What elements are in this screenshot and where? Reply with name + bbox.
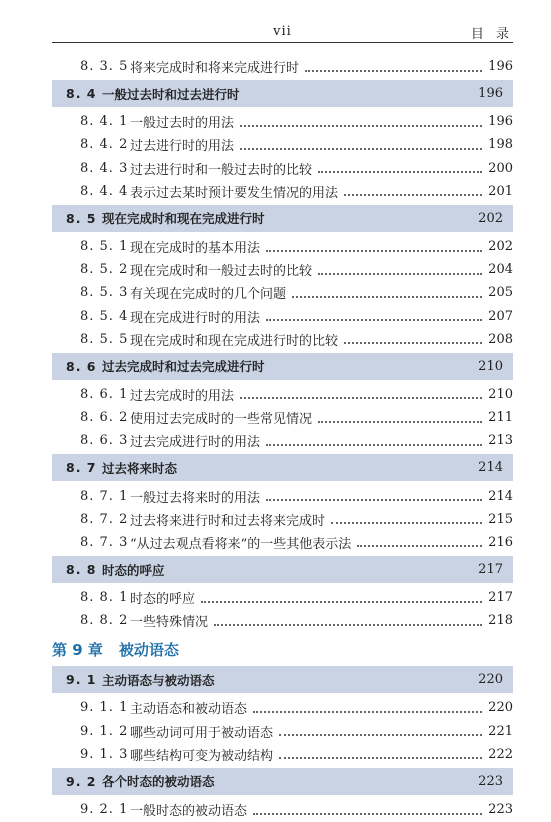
toc-subsection-entry[interactable] xyxy=(52,328,513,351)
entry-number: 8. 6. 2 xyxy=(80,410,129,426)
entry-number: 8. 8 xyxy=(66,562,97,577)
entry-page-number: 208 xyxy=(488,331,513,347)
entry-page-number: 215 xyxy=(488,511,513,527)
dot-leader xyxy=(318,273,482,275)
entry-title: 过去进行时的用法 xyxy=(130,139,235,155)
entry-page-number: 207 xyxy=(488,308,513,324)
toc-subsection-entry[interactable] xyxy=(52,484,513,507)
entry-page-number: 204 xyxy=(488,262,513,278)
entry-title: 现在完成时和现在完成进行时的比较 xyxy=(130,333,339,349)
entry-number: 9. 1. 2 xyxy=(80,723,129,739)
entry-page-number: 223 xyxy=(478,773,503,789)
toc-section-entry[interactable] xyxy=(52,454,513,481)
entry-number: 8. 7. 1 xyxy=(80,488,129,504)
entry-title: 过去进行时和一般过去时的比较 xyxy=(130,162,313,178)
toc-subsection-entry[interactable] xyxy=(52,798,513,821)
toc-section-entry[interactable] xyxy=(52,80,513,107)
entry-title: 一般过去将来时的用法 xyxy=(130,490,261,506)
dot-leader xyxy=(240,148,482,150)
entry-number: 8. 5. 1 xyxy=(80,239,129,255)
dot-leader xyxy=(253,711,482,713)
entry-page-number: 211 xyxy=(488,410,513,426)
entry-title: 将来完成时和将来完成进行时 xyxy=(130,61,300,77)
dot-leader xyxy=(279,734,482,736)
entry-title: 哪些结构可变为被动结构 xyxy=(130,748,274,764)
entry-number: 第 9 章 xyxy=(52,640,103,659)
toc-subsection-entry[interactable] xyxy=(52,305,513,328)
entry-title: 主动语态与被动语态 xyxy=(102,672,215,688)
toc-subsection-entry[interactable] xyxy=(52,258,513,281)
entry-number: 8. 3. 5 xyxy=(80,59,129,75)
entry-title: 一般过去时和过去进行时 xyxy=(102,86,240,102)
entry-number: 9. 1 xyxy=(66,672,97,688)
entry-title: 有关现在完成时的几个问题 xyxy=(130,287,287,303)
entry-number: 8. 4. 4 xyxy=(80,183,129,199)
entry-page-number: 200 xyxy=(488,160,513,176)
toc-subsection-entry[interactable] xyxy=(52,180,513,203)
entry-title: 过去将来时态 xyxy=(102,460,178,476)
section-title: 目 录 xyxy=(470,27,513,42)
entry-title: 哪些动词可用于被动语态 xyxy=(130,725,274,741)
entry-title: 各个时态的被动语态 xyxy=(102,774,215,790)
toc-subsection-entry[interactable] xyxy=(52,157,513,180)
entry-number: 8. 7 xyxy=(66,460,97,476)
entry-number: 9. 2. 1 xyxy=(80,802,129,818)
entry-page-number: 220 xyxy=(478,672,503,688)
running-header xyxy=(52,22,513,43)
dot-leader xyxy=(266,499,482,501)
entry-page-number: 210 xyxy=(478,358,503,374)
entry-number: 8. 8. 2 xyxy=(80,613,129,629)
toc-subsection-entry[interactable] xyxy=(52,235,513,258)
entry-page-number: 214 xyxy=(478,460,503,476)
entry-number: 8. 6. 1 xyxy=(80,386,129,402)
entry-number: 8. 7. 3 xyxy=(80,534,129,550)
entry-title: 现在完成时和一般过去时的比较 xyxy=(130,264,313,280)
toc-subsection-entry[interactable] xyxy=(52,508,513,531)
entry-page-number: 217 xyxy=(488,590,513,606)
toc-subsection-entry[interactable] xyxy=(52,586,513,609)
chapter-heading[interactable] xyxy=(52,634,513,664)
toc-section-entry[interactable] xyxy=(52,556,513,583)
entry-number: 9. 1. 3 xyxy=(80,746,129,762)
toc-subsection-entry[interactable] xyxy=(52,609,513,632)
entry-page-number: 202 xyxy=(488,239,513,255)
dot-leader xyxy=(292,296,482,298)
entry-page-number: 196 xyxy=(488,114,513,130)
table-of-contents xyxy=(52,55,513,821)
entry-page-number: 223 xyxy=(488,802,513,818)
entry-title: 一般过去时的用法 xyxy=(130,116,235,132)
toc-subsection-entry[interactable] xyxy=(52,429,513,452)
entry-title: 现在完成进行时的用法 xyxy=(130,310,261,326)
entry-number: 8. 7. 2 xyxy=(80,511,129,527)
entry-title: 一般时态的被动语态 xyxy=(130,804,248,820)
toc-subsection-entry[interactable] xyxy=(52,696,513,719)
entry-title: 一些特殊情况 xyxy=(130,615,209,631)
entry-page-number: 222 xyxy=(488,746,513,762)
entry-title: 现在完成时和现在完成进行时 xyxy=(102,211,265,227)
toc-subsection-entry[interactable] xyxy=(52,383,513,406)
dot-leader xyxy=(318,421,482,423)
entry-page-number: 216 xyxy=(488,534,513,550)
dot-leader xyxy=(253,813,482,815)
entry-page-number: 214 xyxy=(488,488,513,504)
toc-subsection-entry[interactable] xyxy=(52,133,513,156)
toc-subsection-entry[interactable] xyxy=(52,110,513,133)
toc-subsection-entry[interactable] xyxy=(52,406,513,429)
entry-page-number: 196 xyxy=(478,86,503,102)
entry-page-number: 217 xyxy=(478,562,503,577)
dot-leader xyxy=(214,624,482,626)
entry-number: 9. 1. 1 xyxy=(80,700,129,716)
toc-section-entry[interactable] xyxy=(52,353,513,380)
entry-title: 过去将来进行时和过去将来完成时 xyxy=(130,513,326,529)
entry-page-number: 220 xyxy=(488,700,513,716)
dot-leader xyxy=(266,319,482,321)
entry-title: 主动语态和被动语态 xyxy=(130,702,248,718)
dot-leader xyxy=(357,545,482,547)
dot-leader xyxy=(266,444,482,446)
entry-page-number: 213 xyxy=(488,433,513,449)
entry-number: 8. 8. 1 xyxy=(80,590,129,606)
entry-title: 时态的呼应 xyxy=(102,562,165,578)
entry-page-number: 221 xyxy=(488,723,513,739)
entry-title: 表示过去某时预计要发生情况的用法 xyxy=(130,185,339,201)
toc-section-entry[interactable] xyxy=(52,768,513,795)
entry-page-number: 198 xyxy=(488,137,513,153)
dot-leader xyxy=(240,397,482,399)
toc-subsection-entry[interactable] xyxy=(52,55,513,78)
entry-number: 8. 6. 3 xyxy=(80,433,129,449)
dot-leader xyxy=(305,70,482,72)
dot-leader xyxy=(318,171,482,173)
entry-number: 8. 4 xyxy=(66,86,97,102)
entry-number: 8. 5. 5 xyxy=(80,331,129,347)
entry-page-number: 202 xyxy=(478,210,503,226)
toc-subsection-entry[interactable] xyxy=(52,720,513,743)
entry-title: 被动语态 xyxy=(118,640,179,659)
entry-number: 8. 4. 1 xyxy=(80,114,129,130)
entry-title: 过去完成时和过去完成进行时 xyxy=(102,359,265,375)
dot-leader xyxy=(331,522,482,524)
entry-number: 8. 6 xyxy=(66,358,97,374)
dot-leader xyxy=(344,342,482,344)
entry-number: 8. 5. 2 xyxy=(80,262,129,278)
entry-number: 8. 5 xyxy=(66,210,97,226)
toc-subsection-entry[interactable] xyxy=(52,743,513,766)
dot-leader xyxy=(240,125,482,127)
entry-title: 过去完成时的用法 xyxy=(130,388,235,404)
entry-title: 使用过去完成时的一些常见情况 xyxy=(130,412,313,428)
entry-page-number: 205 xyxy=(488,285,513,301)
entry-number: 8. 4. 2 xyxy=(80,137,129,153)
dot-leader xyxy=(279,757,482,759)
entry-page-number: 196 xyxy=(488,59,513,75)
entry-number: 8. 5. 3 xyxy=(80,285,129,301)
entry-title: 时态的呼应 xyxy=(130,592,196,608)
toc-section-entry[interactable] xyxy=(52,666,513,693)
dot-leader xyxy=(266,250,482,252)
entry-number: 8. 5. 4 xyxy=(80,308,129,324)
entry-page-number: 210 xyxy=(488,386,513,402)
toc-section-entry[interactable] xyxy=(52,205,513,232)
entry-number: 8. 4. 3 xyxy=(80,160,129,176)
toc-subsection-entry[interactable] xyxy=(52,531,513,554)
entry-title: 现在完成时的基本用法 xyxy=(130,241,261,257)
entry-page-number: 201 xyxy=(488,183,513,199)
entry-number: 9. 2 xyxy=(66,773,97,789)
dot-leader xyxy=(344,194,482,196)
toc-subsection-entry[interactable] xyxy=(52,281,513,304)
dot-leader xyxy=(201,601,482,603)
entry-title: 过去完成进行时的用法 xyxy=(130,435,261,451)
entry-page-number: 218 xyxy=(488,613,513,629)
page-number: vii xyxy=(273,24,292,39)
entry-title: “从过去观点看将来”的一些其他表示法 xyxy=(130,536,352,552)
